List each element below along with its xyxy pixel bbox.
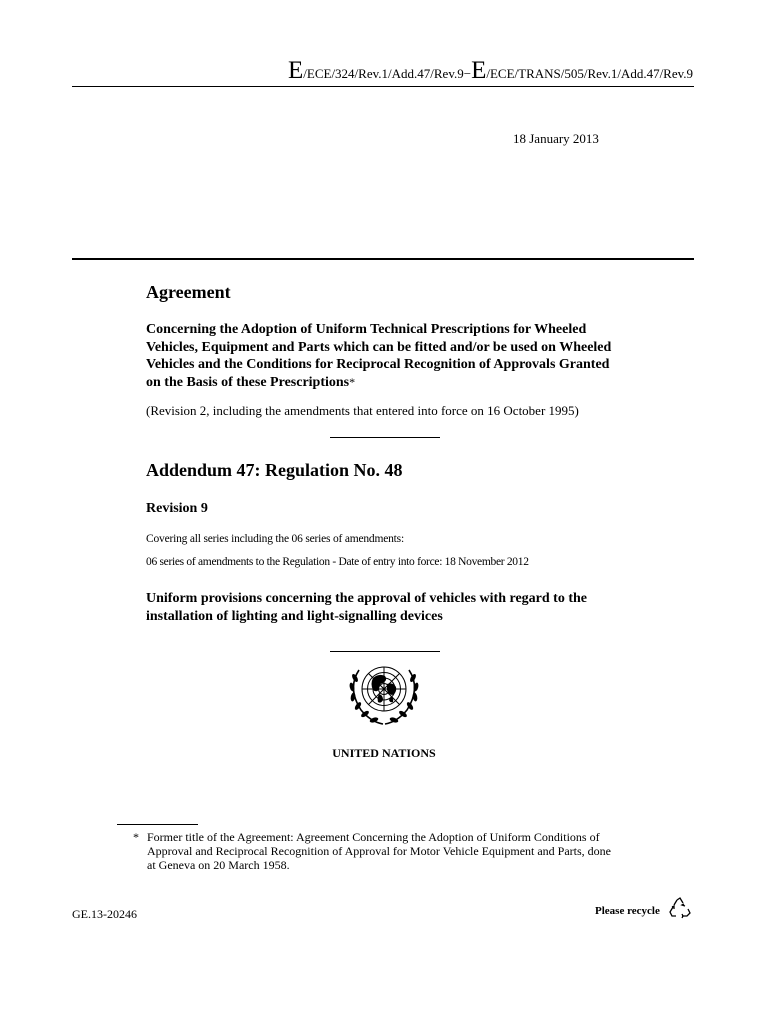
footnote-marker: * (133, 830, 139, 844)
symbol-code-1: /ECE/324/Rev.1/Add.47/Rev.9 (303, 66, 464, 81)
document-symbol (288, 58, 698, 83)
symbol-letter-1: E (288, 57, 304, 84)
symbol-code-2: /ECE/TRANS/505/Rev.1/Add.47/Rev.9 (486, 66, 694, 81)
regulation-title: Uniform provisions concerning the approval of vehicles with regard to the installation of lighting and light-signalling devices (146, 591, 587, 624)
title-rule (72, 258, 694, 260)
document-date: 18 January 2013 (513, 131, 599, 146)
recycle-icon (668, 896, 692, 920)
separator-rule (330, 437, 440, 438)
document-code: GE.13-20246 (72, 907, 137, 921)
revision-heading: Revision 9 (146, 501, 208, 516)
footnote-rule (117, 824, 198, 825)
footnote-text: Former title of the Agreement: Agreement Concerning the Adoption of Uniform Conditions of Approval and Reciprocal Recognition of Approval for Motor Vehicle Equipment and Parts, done at Geneva on 20 March 1958. (147, 830, 612, 872)
symbol-dash: − (463, 66, 472, 81)
footnote-reference: * (349, 374, 356, 389)
series-text: 06 series of amendments to the Regulation - Date of entry into force: 18 November 2012 (146, 556, 529, 568)
header-rule (72, 86, 694, 87)
page-title: Agreement (146, 282, 231, 302)
covering-text: Covering all series including the 06 series of amendments: (146, 533, 404, 545)
revision-note: (Revision 2, including the amendments that entered into force on 16 October 1995) (146, 403, 579, 418)
agreement-subtitle (146, 321, 626, 391)
organization-name: UNITED NATIONS (332, 746, 436, 760)
addendum-heading: Addendum 47: Regulation No. 48 (146, 460, 403, 480)
un-emblem-icon (343, 656, 425, 728)
recycle-label: Please recycle (595, 905, 660, 917)
separator-rule (330, 651, 440, 652)
symbol-letter-2: E (471, 57, 487, 84)
agreement-subtitle-text: Concerning the Adoption of Uniform Technical Prescriptions for Wheeled Vehicles, Equipment and Parts which can be fitted and/or be used on Wheeled Vehicles and the Conditions for Reciprocal Recognition of Approvals Granted on the Basis of these Prescriptions (146, 322, 612, 390)
